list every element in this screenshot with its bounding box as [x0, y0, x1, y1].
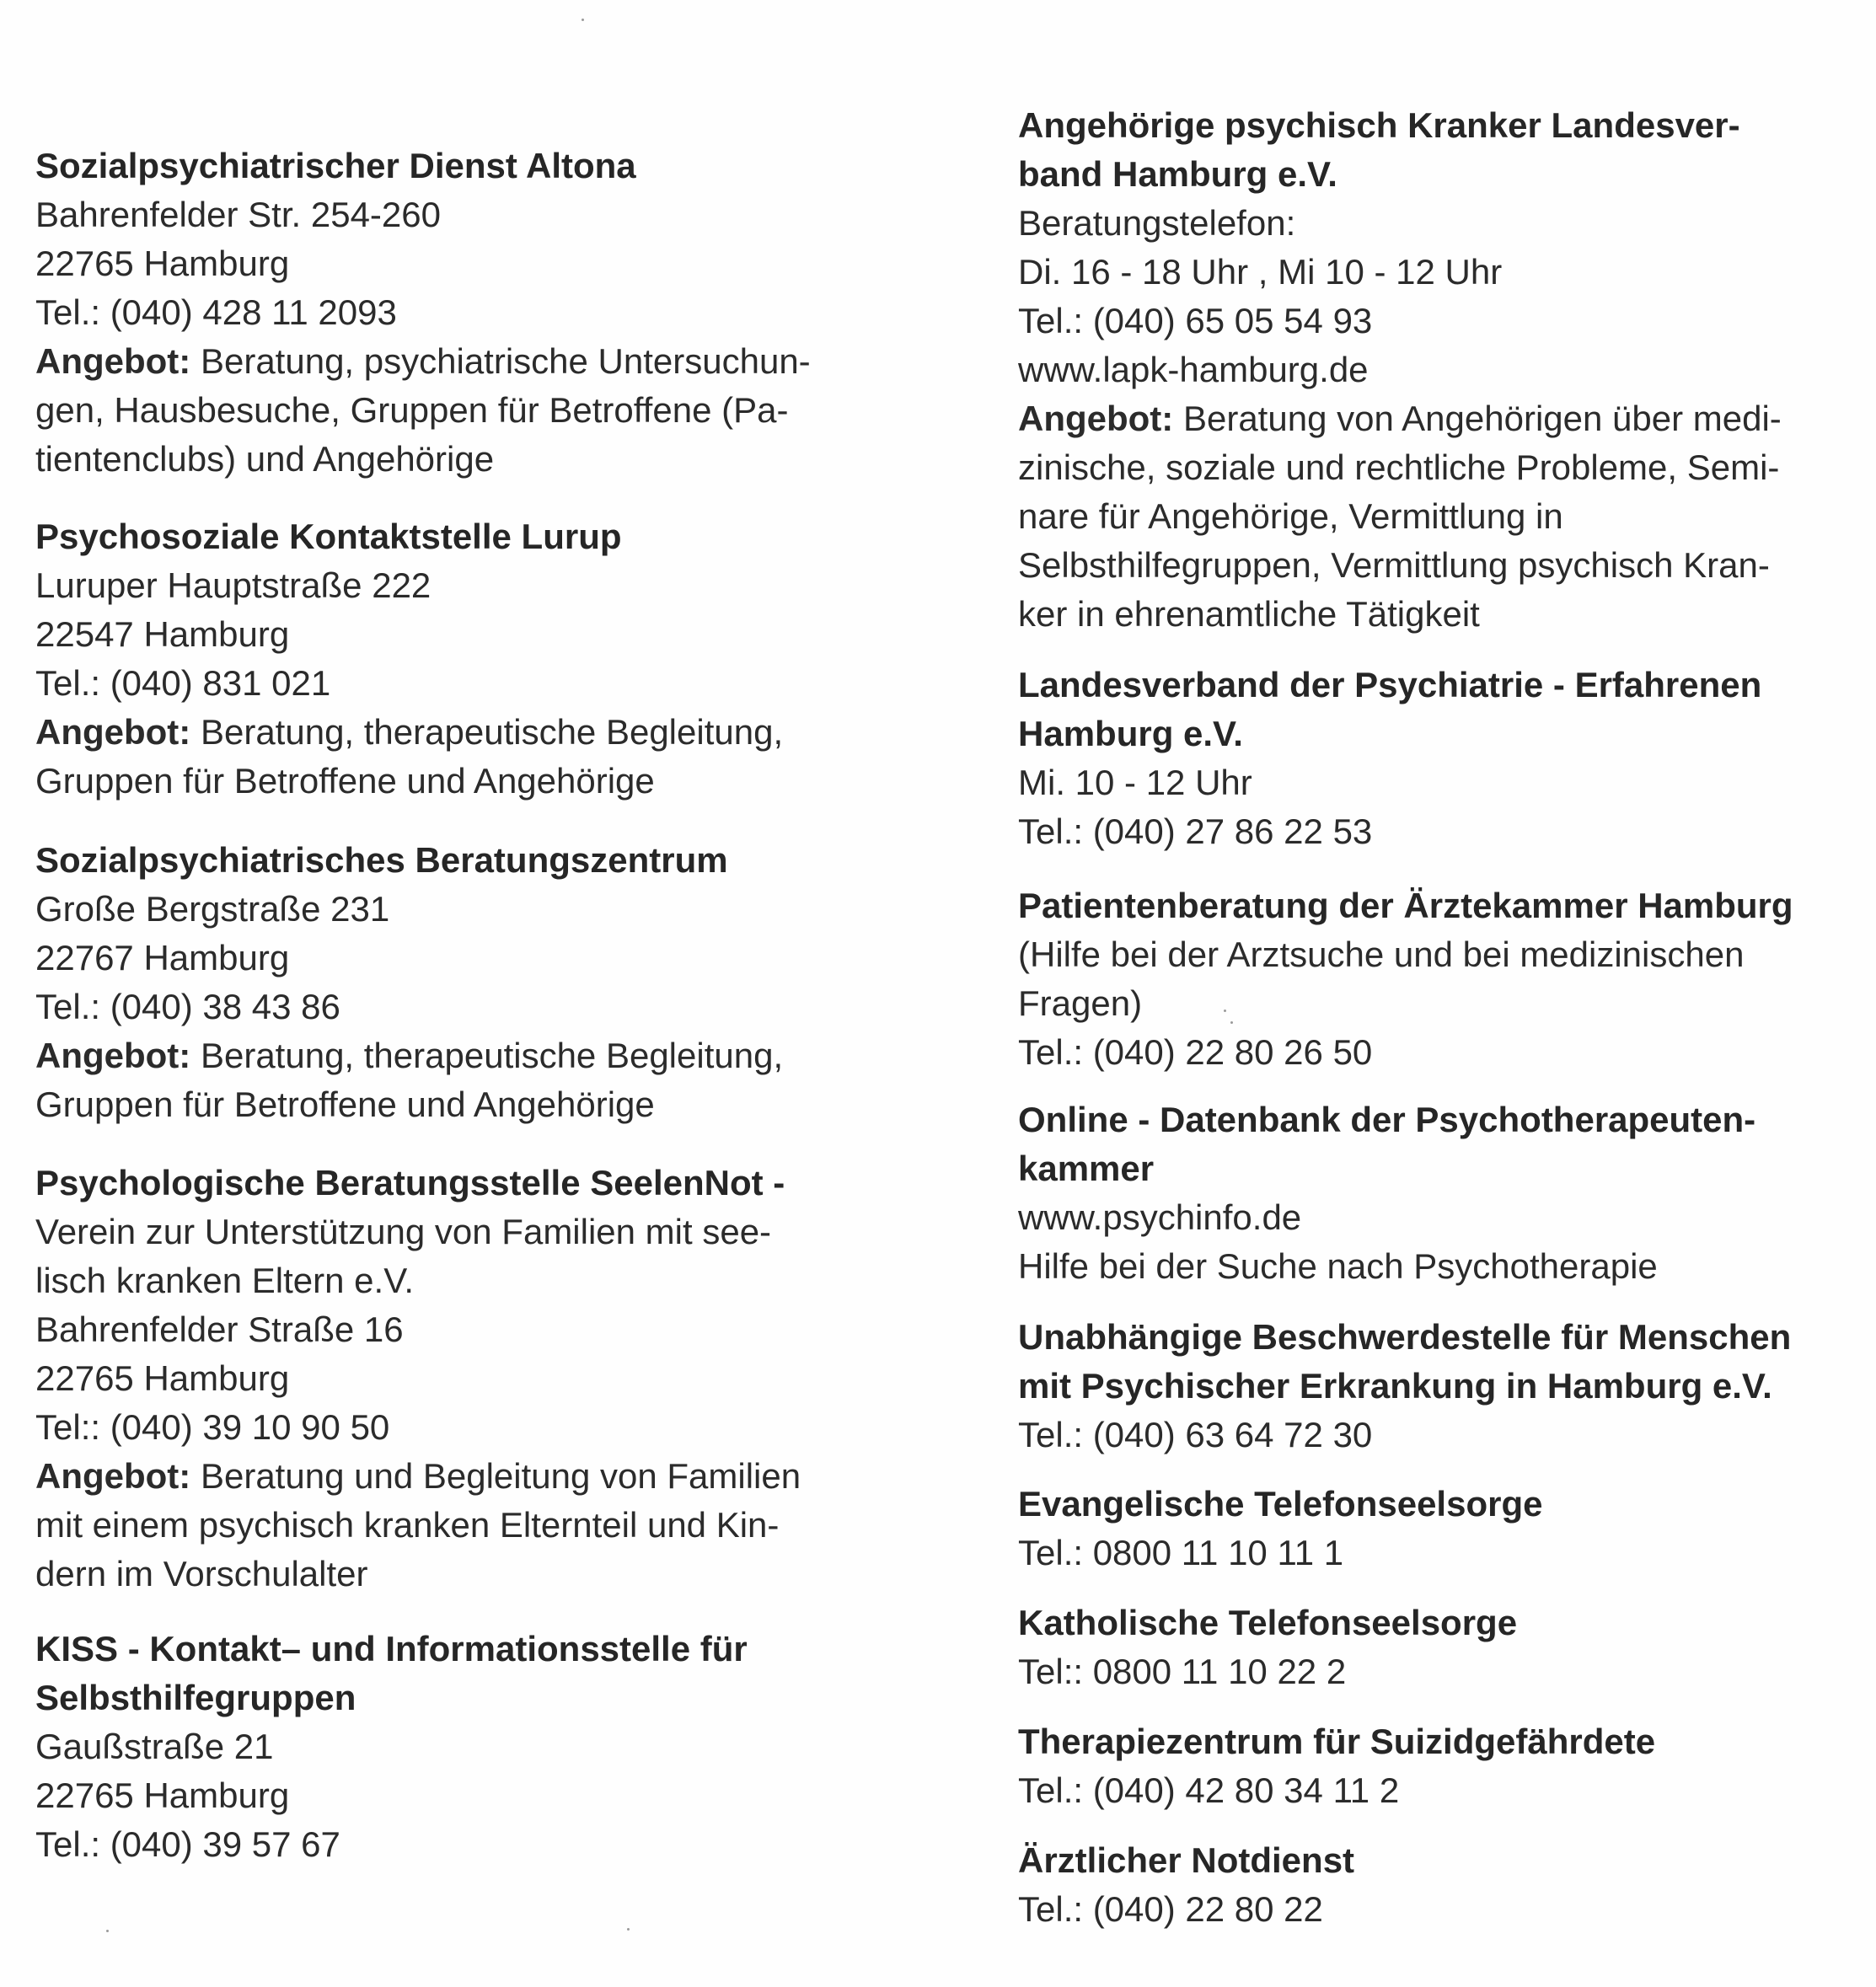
offer-text: nare für Angehörige, Vermittlung in: [1018, 496, 1563, 536]
entry-detail-line: Tel.: (040) 39 57 67: [35, 1824, 340, 1864]
offer-text: Beratung und Begleitung von Familien: [190, 1456, 801, 1496]
entry-title: Therapiezentrum für Suizidgefährdete: [1018, 1722, 1656, 1761]
contact-entry: [35, 1625, 844, 1869]
entry-detail-line: Verein zur Unterstützung von Familien mit see-: [35, 1212, 772, 1251]
entry-detail-line: 22765 Hamburg: [35, 244, 290, 283]
offer-text: Selbsthilfegruppen, Vermittlung psychisch Kran-: [1018, 545, 1770, 585]
entry-detail-line: Tel.: (040) 831 021: [35, 663, 331, 703]
entry-title: Evangelische Telefonseelsorge: [1018, 1484, 1543, 1524]
contact-entry: [35, 836, 844, 1129]
entry-title: Patientenberatung der Ärztekammer Hamburg: [1018, 886, 1793, 925]
entry-title: Selbsthilfegruppen: [35, 1678, 356, 1717]
entry-title: Online - Datenbank der Psychotherapeuten-: [1018, 1100, 1756, 1139]
offer-line: [35, 1080, 844, 1129]
scan-speck: [1230, 1021, 1233, 1024]
offer-text: Gruppen für Betroffene und Angehörige: [35, 1085, 655, 1124]
offer-line: [35, 1501, 844, 1550]
entry-detail-line: Tel:: 0800 11 10 22 2: [1018, 1652, 1347, 1691]
entry-detail-line: Tel.: 0800 11 10 11 1: [1018, 1533, 1344, 1572]
entry-detail-line: Tel.: (040) 27 86 22 53: [1018, 811, 1373, 851]
offer-text: ker in ehrenamtliche Tätigkeit: [1018, 594, 1480, 634]
scan-speck: [627, 1928, 630, 1931]
entry-detail-line: Tel.: (040) 22 80 26 50: [1018, 1032, 1373, 1072]
entry-detail-line: (Hilfe bei der Arztsuche und bei medizinischen: [1018, 935, 1745, 974]
entry-detail-line: 22765 Hamburg: [35, 1358, 290, 1398]
entry-title: Ärztlicher Notdienst: [1018, 1840, 1355, 1880]
offer-text: tientenclubs) und Angehörige: [35, 439, 495, 479]
entry-title: Unabhängige Beschwerdestelle für Menschen: [1018, 1317, 1792, 1357]
offer-line: [1018, 590, 1827, 639]
entry-detail-line: 22765 Hamburg: [35, 1775, 290, 1815]
contact-entry: [35, 142, 844, 484]
offer-label: Angebot:: [1018, 399, 1174, 438]
offer-text: Beratung von Angehörigen über medi-: [1173, 399, 1782, 438]
entry-detail-line: Tel:: (040) 39 10 90 50: [35, 1407, 390, 1447]
offer-line: [35, 337, 844, 386]
entry-detail-line: Tel.: (040) 65 05 54 93: [1018, 301, 1373, 340]
entry-detail-line: Große Bergstraße 231: [35, 889, 390, 929]
contact-entry: [1018, 881, 1827, 1077]
entry-title: band Hamburg e.V.: [1018, 154, 1337, 194]
entry-detail-line: Tel.: (040) 428 11 2093: [35, 292, 397, 332]
entry-detail-line: lisch kranken Eltern e.V.: [35, 1261, 415, 1300]
offer-text: dern im Vorschulalter: [35, 1554, 368, 1593]
offer-text: Beratung, psychiatrische Untersuchun-: [190, 341, 811, 381]
entry-detail-line: 22767 Hamburg: [35, 938, 290, 977]
entry-detail-line: Tel.: (040) 63 64 72 30: [1018, 1415, 1373, 1454]
contact-entry: [1018, 661, 1827, 856]
contact-entry: [35, 1159, 844, 1599]
entry-title: Angehörige psychisch Kranker Landesver-: [1018, 105, 1740, 145]
contact-entry: [35, 512, 844, 806]
offer-label: Angebot:: [35, 341, 191, 381]
contact-entry: [1018, 1480, 1827, 1577]
entry-detail-line: Luruper Hauptstraße 222: [35, 565, 431, 605]
entry-detail-line: Bahrenfelder Str. 254-260: [35, 195, 441, 234]
entry-detail-line: Tel.: (040) 38 43 86: [35, 987, 340, 1026]
offer-line: [35, 1452, 844, 1501]
offer-line: [1018, 394, 1827, 443]
offer-line: [35, 435, 844, 484]
offer-label: Angebot:: [35, 1456, 191, 1496]
offer-line: [35, 1550, 844, 1599]
contact-entry: [1018, 1599, 1827, 1696]
scan-speck: [1224, 1010, 1226, 1012]
contact-entry: [1018, 1313, 1827, 1459]
entry-detail-line: Di. 16 - 18 Uhr , Mi 10 - 12 Uhr: [1018, 252, 1503, 292]
entry-detail-line: Mi. 10 - 12 Uhr: [1018, 763, 1252, 802]
contact-entry: [1018, 1095, 1827, 1291]
contact-entry: [1018, 1717, 1827, 1815]
entry-detail-line: 22547 Hamburg: [35, 614, 290, 654]
entry-detail-line: Tel.: (040) 42 80 34 11 2: [1018, 1770, 1400, 1810]
entry-detail-line: Bahrenfelder Straße 16: [35, 1309, 404, 1349]
offer-text: Beratung, therapeutische Begleitung,: [190, 1036, 784, 1075]
entry-title: Hamburg e.V.: [1018, 714, 1243, 753]
entry-detail-line: Fragen): [1018, 983, 1143, 1023]
entry-detail-line: www.lapk-hamburg.de: [1018, 350, 1369, 389]
offer-line: [35, 386, 844, 435]
entry-detail-line: Hilfe bei der Suche nach Psychotherapie: [1018, 1246, 1658, 1286]
entry-title: KISS - Kontakt– und Informationsstelle für: [35, 1629, 748, 1668]
offer-line: [35, 757, 844, 806]
entry-title: Sozialpsychiatrisches Beratungszentrum: [35, 840, 728, 880]
entry-detail-line: Tel.: (040) 22 80 22: [1018, 1889, 1323, 1929]
offer-line: [1018, 443, 1827, 492]
entry-title: Landesverband der Psychiatrie - Erfahrenen: [1018, 665, 1762, 704]
offer-line: [1018, 492, 1827, 541]
entry-detail-line: Gaußstraße 21: [35, 1727, 274, 1766]
entry-title: mit Psychischer Erkrankung in Hamburg e.V.: [1018, 1366, 1772, 1406]
contact-entry: [1018, 101, 1827, 639]
offer-text: zinische, soziale und rechtliche Probleme, Semi-: [1018, 447, 1780, 487]
offer-line: [35, 708, 844, 757]
entry-detail-line: Beratungstelefon:: [1018, 203, 1296, 243]
entry-detail-line: www.psychinfo.de: [1018, 1197, 1302, 1237]
entry-title: Sozialpsychiatrischer Dienst Altona: [35, 146, 636, 185]
offer-line: [1018, 541, 1827, 590]
entry-title: Psychologische Beratungsstelle SeelenNot -: [35, 1163, 785, 1202]
scan-speck: [106, 1930, 109, 1932]
offer-text: Beratung, therapeutische Begleitung,: [190, 712, 784, 752]
offer-label: Angebot:: [35, 1036, 191, 1075]
offer-label: Angebot:: [35, 712, 191, 752]
entry-title: Katholische Telefonseelsorge: [1018, 1603, 1518, 1642]
offer-line: [35, 1031, 844, 1080]
entry-title: kammer: [1018, 1149, 1155, 1188]
offer-text: mit einem psychisch kranken Elternteil und Kin-: [35, 1505, 780, 1545]
scan-speck: [582, 19, 584, 21]
offer-text: gen, Hausbesuche, Gruppen für Betroffene (Pa-: [35, 390, 789, 430]
contact-entry: [1018, 1836, 1827, 1934]
entry-title: Psychosoziale Kontaktstelle Lurup: [35, 517, 622, 556]
offer-text: Gruppen für Betroffene und Angehörige: [35, 761, 655, 801]
